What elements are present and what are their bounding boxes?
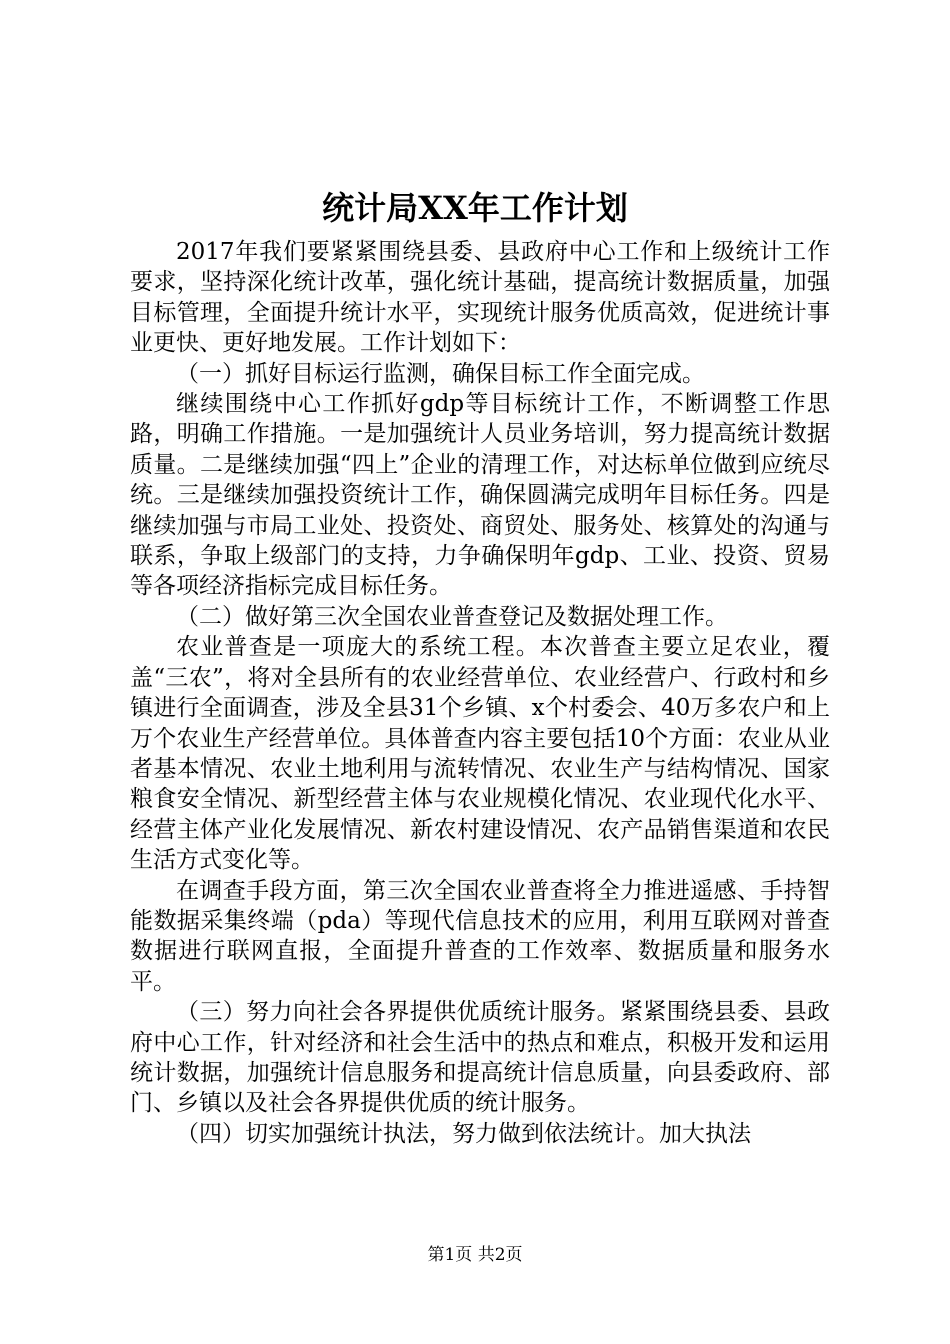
section-heading-1: （一）抓好目标运行监测，确保目标工作全面完成。 [176,360,705,387]
paragraph-section-4: （四）切实加强统计执法，努力做到依法统计。加大执法 [176,1120,751,1147]
paragraph-section-2b: 在调查手段方面，第三次全国农业普查将全力推进遥感、手持智能数据采集终端（pda）等现代信息技术的应用，利用互联网对普查数据进行联网直报，全面提升普查的工作效率、数据质量和服务水平。 [130,877,830,995]
page-footer: 第1页 共2页 [427,1245,523,1265]
document-body [130,237,830,1149]
paragraph-section-1: 继续围绕中心工作抓好gdp等目标统计工作，不断调整工作思路，明确工作措施。一是加强统计人员业务培训，努力提高统计数据质量。二是继续加强“四上”企业的清理工作，对达标单位做到应统尽统。三是继续加强投资统计工作，确保圆满完成明年目标任务。四是继续加强与市局工业处、投资处、商贸处、服务处、核算处的沟通与联系，争取上级部门的支持，力争确保明年gdp、工业、投资、贸易等各项经济指标完成目标任务。 [130,391,830,600]
document-title: 统计局XX年工作计划 [322,189,628,227]
paragraph-section-2a: 农业普查是一项庞大的系统工程。本次普查主要立足农业，覆盖“三农”，将对全县所有的农业经营单位、农业经营户、行政村和乡镇进行全面调查，涉及全县31个乡镇、x个村委会、40万多农户和上万个农业生产经营单位。具体普查内容主要包括10个方面：农业从业者基本情况、农业土地利用与流转情况、农业生产与结构情况、国家粮食安全情况、新型经营主体与农业规模化情况、农业现代化水平、经营主体产业化发展情况、新农村建设情况、农产品销售渠道和农民生活方式变化等。 [130,634,830,874]
section-heading-2: （二）做好第三次全国农业普查登记及数据处理工作。 [176,603,728,630]
paragraph-section-3: （三）努力向社会各界提供优质统计服务。紧紧围绕县委、县政府中心工作，针对经济和社会生活中的热点和难点，积极开发和运用统计数据，加强统计信息服务和提高统计信息质量，向县委政府、部门、乡镇以及社会各界提供优质的统计服务。 [130,999,830,1117]
paragraph-intro: 2017年我们要紧紧围绕县委、县政府中心工作和上级统计工作要求，坚持深化统计改革，强化统计基础，提高统计数据质量，加强目标管理，全面提升统计水平，实现统计服务优质高效，促进统计事业更快、更好地发展。工作计划如下： [130,239,830,357]
